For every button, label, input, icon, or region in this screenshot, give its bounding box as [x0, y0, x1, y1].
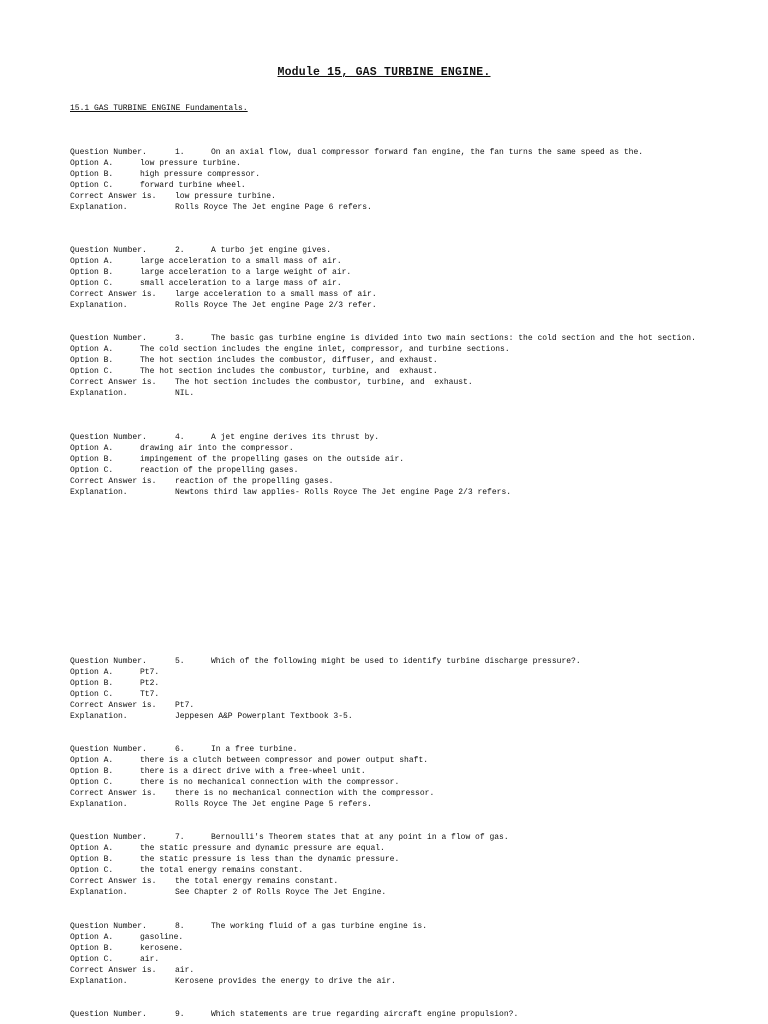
question-number-value: 3.: [175, 334, 185, 343]
option-a-value: low pressure turbine.: [140, 159, 241, 168]
correct-answer-value: low pressure turbine.: [175, 192, 276, 201]
option-c-label: Option C.: [70, 367, 114, 376]
option-b-label: Option B.: [70, 944, 114, 953]
option-c-value: there is no mechanical connection with the compressor.: [140, 778, 400, 787]
correct-answer: [70, 476, 700, 487]
option-a: [70, 344, 700, 355]
question-block: [70, 432, 700, 498]
option-c-value: small acceleration to a large mass of air.: [140, 279, 342, 288]
question-line-label: Question Number.: [70, 433, 147, 442]
option-b-label: Option B.: [70, 455, 114, 464]
option-c-label: Option C.: [70, 181, 114, 190]
option-a-value: large acceleration to a small mass of air.: [140, 257, 342, 266]
option-c-value: Tt7.: [140, 690, 160, 699]
option-c: [70, 954, 700, 965]
question-block: [70, 832, 700, 898]
question-line-label: Question Number.: [70, 148, 147, 157]
option-c: [70, 865, 700, 876]
explanation-value: NIL.: [175, 389, 195, 398]
question-line-value: Which statements are true regarding aircraft engine propulsion?.: [211, 1010, 519, 1019]
correct-answer-value: the total energy remains constant.: [175, 877, 339, 886]
option-c-label: Option C.: [70, 690, 114, 699]
option-c: [70, 689, 700, 700]
option-b-value: kerosene.: [140, 944, 184, 953]
question-number-value: 9.: [175, 1010, 185, 1019]
option-a-label: Option A.: [70, 756, 114, 765]
question-line-value: A jet engine derives its thrust by.: [211, 433, 380, 442]
option-c-label: Option C.: [70, 778, 114, 787]
correct-answer-value: Pt7.: [175, 701, 195, 710]
option-b-value: high pressure compressor.: [140, 170, 261, 179]
question-line-value: A turbo jet engine gives.: [211, 246, 332, 255]
option-c: [70, 180, 700, 191]
option-c: [70, 465, 700, 476]
question-line-value: In a free turbine.: [211, 745, 298, 754]
option-b-label: Option B.: [70, 679, 114, 688]
option-c: [70, 777, 700, 788]
question-line-value: The working fluid of a gas turbine engine is.: [211, 922, 428, 931]
question-line: [70, 744, 700, 755]
option-b: [70, 678, 700, 689]
question-line-label: Question Number.: [70, 833, 147, 842]
option-a: [70, 443, 700, 454]
option-b-label: Option B.: [70, 170, 114, 179]
option-b-label: Option B.: [70, 767, 114, 776]
correct-answer: [70, 191, 700, 202]
question-line-value: On an axial flow, dual compressor forward fan engine, the fan turns the same speed as the.: [211, 148, 644, 157]
option-b-label: Option B.: [70, 356, 114, 365]
explanation-label: Explanation.: [70, 203, 128, 212]
option-a-value: there is a clutch between compressor and power output shaft.: [140, 756, 429, 765]
option-a-label: Option A.: [70, 668, 114, 677]
option-c-value: forward turbine wheel.: [140, 181, 246, 190]
option-b: [70, 355, 700, 366]
question-line-label: Question Number.: [70, 246, 147, 255]
question-number-value: 8.: [175, 922, 185, 931]
correct-answer: [70, 965, 700, 976]
question-block: [70, 147, 700, 213]
option-b-label: Option B.: [70, 855, 114, 864]
option-a-value: Pt7.: [140, 668, 160, 677]
explanation-value: See Chapter 2 of Rolls Royce The Jet Engine.: [175, 888, 387, 897]
explanation-value: Rolls Royce The Jet engine Page 2/3 refer.: [175, 301, 377, 310]
option-a-value: The cold section includes the engine inlet, compressor, and turbine sections.: [140, 345, 510, 354]
option-a-label: Option A.: [70, 345, 114, 354]
explanation-value: Kerosene provides the energy to drive the air.: [175, 977, 396, 986]
question-number-value: 6.: [175, 745, 185, 754]
option-c-label: Option C.: [70, 955, 114, 964]
correct-answer-value: there is no mechanical connection with the compressor.: [175, 789, 435, 798]
question-block: [70, 921, 700, 987]
question-block: [70, 656, 700, 722]
option-a: [70, 158, 700, 169]
explanation-value: Rolls Royce The Jet engine Page 6 refers.: [175, 203, 372, 212]
correct-answer-value: large acceleration to a small mass of air.: [175, 290, 377, 299]
option-a-value: gasoline.: [140, 933, 184, 942]
question-block: [70, 744, 700, 810]
question-line: [70, 656, 700, 667]
correct-answer: [70, 700, 700, 711]
option-a: [70, 932, 700, 943]
option-a-label: Option A.: [70, 257, 114, 266]
question-number-value: 5.: [175, 657, 185, 666]
correct-answer-label: Correct Answer is.: [70, 477, 157, 486]
correct-answer: [70, 788, 700, 799]
explanation-label: Explanation.: [70, 712, 128, 721]
option-b: [70, 854, 700, 865]
option-c-label: Option C.: [70, 466, 114, 475]
question-line: [70, 921, 700, 932]
option-c-value: The hot section includes the combustor, turbine, and exhaust.: [140, 367, 438, 376]
question-block: [70, 333, 700, 399]
option-a-label: Option A.: [70, 444, 114, 453]
option-b-label: Option B.: [70, 268, 114, 277]
question-line: [70, 245, 700, 256]
explanation: [70, 300, 700, 311]
question-number-value: 4.: [175, 433, 185, 442]
question-line-value: The basic gas turbine engine is divided into two main sections: the cold section and the hot section.: [211, 334, 696, 343]
question-line: [70, 1009, 700, 1020]
correct-answer-value: reaction of the propelling gases.: [175, 477, 334, 486]
question-line: [70, 147, 700, 158]
explanation: [70, 976, 700, 987]
option-a-label: Option A.: [70, 844, 114, 853]
question-line-value: Which of the following might be used to identify turbine discharge pressure?.: [211, 657, 581, 666]
question-number-value: 1.: [175, 148, 185, 157]
correct-answer-label: Correct Answer is.: [70, 966, 157, 975]
explanation-label: Explanation.: [70, 888, 128, 897]
option-c-value: air.: [140, 955, 160, 964]
correct-answer-value: air.: [175, 966, 195, 975]
option-a-label: Option A.: [70, 159, 114, 168]
explanation-label: Explanation.: [70, 488, 128, 497]
option-b: [70, 766, 700, 777]
option-b: [70, 169, 700, 180]
correct-answer-label: Correct Answer is.: [70, 789, 157, 798]
correct-answer-label: Correct Answer is.: [70, 877, 157, 886]
explanation-label: Explanation.: [70, 977, 128, 986]
section-heading: 15.1 GAS TURBINE ENGINE Fundamentals.: [70, 104, 248, 113]
correct-answer-label: Correct Answer is.: [70, 192, 157, 201]
question-line: [70, 333, 700, 344]
explanation-label: Explanation.: [70, 800, 128, 809]
correct-answer: [70, 289, 700, 300]
explanation-label: Explanation.: [70, 389, 128, 398]
option-a: [70, 256, 700, 267]
page-title: Module 15, GAS TURBINE ENGINE.: [277, 66, 491, 79]
option-a-label: Option A.: [70, 933, 114, 942]
explanation: [70, 799, 700, 810]
explanation: [70, 388, 700, 399]
option-b-value: impingement of the propelling gases on the outside air.: [140, 455, 405, 464]
option-a: [70, 755, 700, 766]
option-b: [70, 267, 700, 278]
question-number-value: 7.: [175, 833, 185, 842]
question-block: [70, 1009, 700, 1020]
option-c-label: Option C.: [70, 866, 114, 875]
question-line-label: Question Number.: [70, 657, 147, 666]
option-b-value: Pt2.: [140, 679, 160, 688]
question-line: [70, 432, 700, 443]
correct-answer: [70, 377, 700, 388]
explanation: [70, 887, 700, 898]
question-line-value: Bernoulli's Theorem states that at any point in a flow of gas.: [211, 833, 509, 842]
explanation: [70, 202, 700, 213]
option-c: [70, 366, 700, 377]
option-b-value: The hot section includes the combustor, diffuser, and exhaust.: [140, 356, 438, 365]
option-a-value: the static pressure and dynamic pressure are equal.: [140, 844, 385, 853]
question-line-label: Question Number.: [70, 1010, 147, 1019]
option-a-value: drawing air into the compressor.: [140, 444, 294, 453]
correct-answer-value: The hot section includes the combustor, turbine, and exhaust.: [175, 378, 473, 387]
explanation-value: Rolls Royce The Jet engine Page 5 refers.: [175, 800, 372, 809]
question-line: [70, 832, 700, 843]
question-line-label: Question Number.: [70, 745, 147, 754]
option-a: [70, 667, 700, 678]
explanation-value: Jeppesen A&P Powerplant Textbook 3-5.: [175, 712, 353, 721]
question-line-label: Question Number.: [70, 334, 147, 343]
explanation: [70, 711, 700, 722]
option-b-value: the static pressure is less than the dynamic pressure.: [140, 855, 400, 864]
option-c-label: Option C.: [70, 279, 114, 288]
correct-answer-label: Correct Answer is.: [70, 701, 157, 710]
option-b-value: large acceleration to a large weight of air.: [140, 268, 352, 277]
option-c-value: reaction of the propelling gases.: [140, 466, 299, 475]
correct-answer: [70, 876, 700, 887]
option-c-value: the total energy remains constant.: [140, 866, 304, 875]
option-b: [70, 454, 700, 465]
explanation-value: Newtons third law applies- Rolls Royce The Jet engine Page 2/3 refers.: [175, 488, 512, 497]
explanation-label: Explanation.: [70, 301, 128, 310]
option-b-value: there is a direct drive with a free-wheel unit.: [140, 767, 366, 776]
correct-answer-label: Correct Answer is.: [70, 378, 157, 387]
explanation: [70, 487, 700, 498]
option-b: [70, 943, 700, 954]
question-line-label: Question Number.: [70, 922, 147, 931]
option-a: [70, 843, 700, 854]
correct-answer-label: Correct Answer is.: [70, 290, 157, 299]
question-number-value: 2.: [175, 246, 185, 255]
option-c: [70, 278, 700, 289]
question-block: [70, 245, 700, 311]
